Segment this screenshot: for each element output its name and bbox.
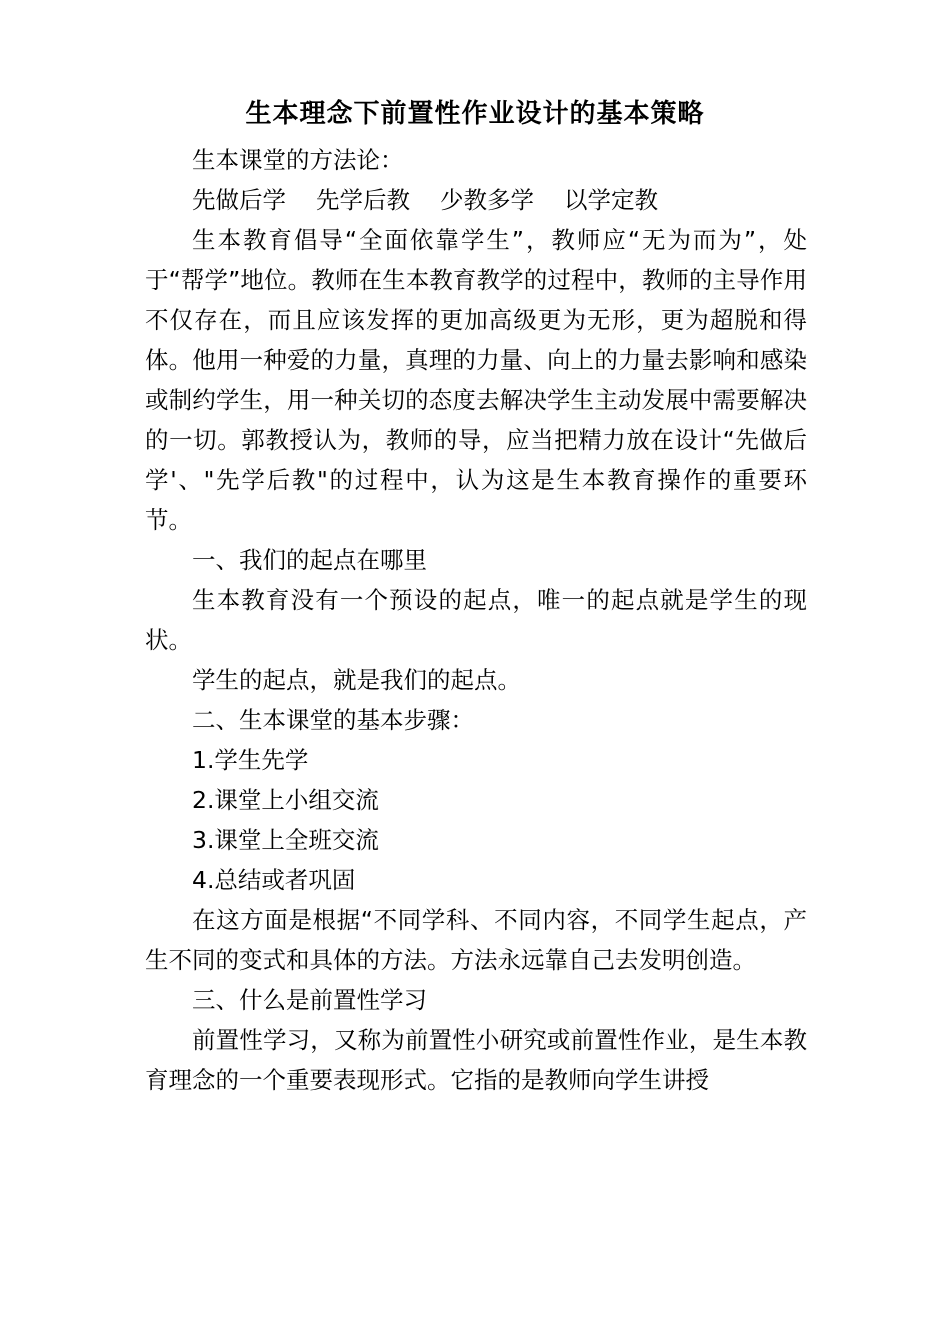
methodology-heading: 生本课堂的方法论： (192, 146, 404, 174)
section-heading: 二、生本课堂的基本步骤： (192, 706, 474, 734)
method-item: 以学定教 (564, 186, 658, 214)
method-item: 先学后教 (316, 186, 410, 214)
step-item: 1.学生先学 (192, 746, 309, 774)
methods-line (145, 180, 807, 220)
step-item: 3.课堂上全班交流 (192, 826, 379, 854)
body-paragraph: 学生的起点，就是我们的起点。 (192, 666, 521, 694)
document-body (145, 140, 807, 1100)
document-title: 生本理念下前置性作业设计的基本策略 (245, 99, 705, 129)
body-paragraph: 在这方面是根据“不同学科、不同内容，不同学生起点，产生不同的变式和具体的方法。方法永远靠自己去发明创造。 (145, 906, 807, 974)
section-heading: 三、什么是前置性学习 (192, 986, 427, 1014)
step-item: 2.课堂上小组交流 (192, 786, 379, 814)
method-item: 先做后学 (192, 186, 286, 214)
section-heading: 一、我们的起点在哪里 (192, 546, 427, 574)
body-paragraph: 生本教育没有一个预设的起点，唯一的起点就是学生的现状。 (145, 586, 807, 654)
step-item: 4.总结或者巩固 (192, 866, 356, 894)
method-item: 少教多学 (440, 186, 534, 214)
body-paragraph: 前置性学习，又称为前置性小研究或前置性作业，是生本教育理念的一个重要表现形式。它指的是教师向学生讲授 (145, 1026, 807, 1094)
intro-paragraph: 生本教育倡导“全面依靠学生”，教师应“无为而为”，处于“帮学”地位。教师在生本教育教学的过程中，教师的主导作用不仅存在，而且应该发挥的更加高级更为无形，更为超脱和得体。他用一种爱的力量，真理的力量、向上的力量去影响和感染或制约学生，用一种关切的态度去解决学生主动发展中需要解决的一切。郭教授认为，教师的导，应当把精力放在设计“先做后学'、"先学后教"的过程中，认为这是生本教育操作的重要环节。 (145, 226, 807, 534)
